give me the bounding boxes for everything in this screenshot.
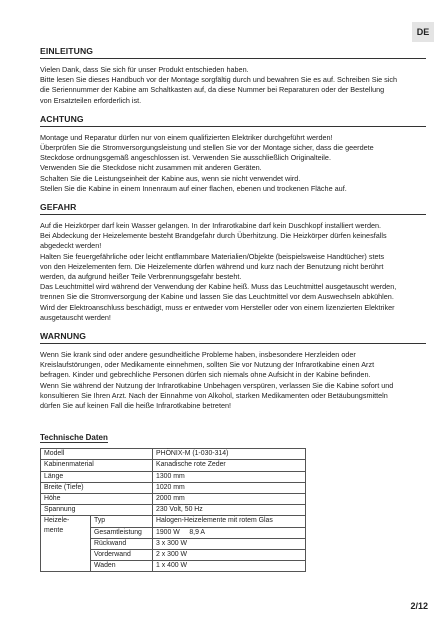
spec-sublabel: Vorderwand — [91, 549, 153, 560]
body-line: Stellen Sie die Kabine in einem Innenraum auf einer flachen, ebenen und trockenen Fläche auf. — [40, 183, 347, 193]
spec-label: Modell — [41, 449, 153, 460]
body-line: Überprüfen Sie die Stromversorgungsleistung und stellen Sie vor der Montage sicher, dass die geerdete — [40, 143, 374, 153]
table-row — [41, 460, 306, 471]
body-line: dürfen Sie auf keinen Fall die heiße Infrarotkabine betreten! — [40, 401, 232, 411]
section-heading: EINLEITUNG — [40, 46, 94, 56]
spec-label: Höhe — [41, 494, 153, 505]
body-line: Wird der Elektroanschluss beschädigt, muss er entweder vom Hersteller oder von einem lizenzierten Elektriker — [40, 302, 395, 312]
body-line: Schalten Sie die Leistungseinheit der Kabine aus, wenn sie nicht verwendet wird. — [40, 173, 301, 183]
body-line: Auf die Heizkörper darf kein Wasser gelangen. In der Infrarotkabine darf kein Duschkopf installiert werden. — [40, 221, 382, 231]
body-line: konsultieren Sie Ihren Arzt. Nach der Einnahme von Alkohol, starken Medikamenten oder Betäubungsmitteln — [40, 390, 388, 400]
section-heading: WARNUNG — [40, 331, 87, 342]
spec-sublabel: Gesamtleistung — [91, 527, 153, 538]
tech-table — [40, 448, 306, 572]
spec-value: 1 x 400 W — [153, 561, 306, 572]
section-heading: ACHTUNG — [40, 113, 84, 124]
spec-value: 1900 W 8,9 A — [153, 527, 306, 538]
body-line: Das Leuchtmittel wird während der Verwendung der Kabine heiß. Muss das Leuchtmittel ausgetauscht werden, — [40, 282, 397, 292]
spec-value: 230 Volt, 50 Hz — [153, 505, 306, 516]
table-row — [41, 482, 306, 493]
body-line: Montage und Reparatur dürfen nur von einem qualifizierten Elektriker durchgeführt werden! — [40, 132, 333, 142]
table-row — [41, 505, 306, 516]
section-rule — [40, 214, 426, 215]
spec-label: Kabinenmaterial — [41, 460, 153, 471]
spec-sublabel: Typ — [91, 516, 153, 527]
section-body — [40, 350, 426, 411]
spec-value: Kanadische rote Zeder — [153, 460, 306, 471]
section-body — [40, 133, 426, 194]
section-body — [40, 65, 426, 106]
table-row — [41, 494, 306, 505]
spec-label: Länge — [41, 471, 153, 482]
spec-value: Halogen-Heizelemente mit rotem Glas — [153, 516, 306, 527]
table-row — [41, 516, 306, 527]
body-line: Halten Sie feuergefährliche oder leicht entflammbare Materialien/Objekte (beispielsweise Handtücher) stets — [40, 251, 385, 261]
section-rule — [40, 343, 426, 344]
table-row — [41, 449, 306, 460]
body-line: Steckdose ordnungsgemäß angeschlossen ist. Verwenden Sie ausschließlich Originalteile. — [40, 153, 331, 163]
page-content — [40, 46, 426, 572]
spec-sublabel: Waden — [91, 561, 153, 572]
body-line: Wenn Sie während der Nutzung der Infrarotkabine Unbehagen verspüren, verlassen Sie die Kabine sofort und — [40, 380, 394, 390]
spec-value: 2000 mm — [153, 494, 306, 505]
body-line: trennen Sie die Stromversorgung der Kabine und lassen Sie das Leuchtmittel vor dem Auswechseln abkühlen. — [40, 292, 394, 302]
spec-value: 1020 mm — [153, 482, 306, 493]
body-line: Bei Abdeckung der Heizelemente besteht Brandgefahr durch Überhitzung. Die Heizkörper dürfen keinesfalls — [40, 231, 387, 241]
language-badge — [412, 22, 434, 42]
body-line: Kreislaufstörungen, oder Medikamente einnehmen, sollten Sie vor Nutzung der Infrarotkabine einen Arzt — [40, 360, 375, 370]
body-line: befragen. Kinder und gebrechliche Personen dürfen sich niemals ohne Aufsicht in der Kabine befinden. — [40, 370, 371, 380]
table-row — [41, 471, 306, 482]
body-line: werden, da aufgrund heißer Teile Verbrennungsgefahr besteht. — [40, 272, 242, 282]
tech-section — [40, 427, 426, 572]
body-line: Verwenden Sie die Steckdose nicht zusammen mit anderen Geräten. — [40, 163, 262, 173]
body-line: Bitte lesen Sie dieses Handbuch vor der Montage sorgfältig durch und bewahren Sie es auf. Schreiben Sie sich — [40, 75, 398, 85]
body-line: Wenn Sie krank sind oder andere gesundheitliche Probleme haben, insbesondere Herzleiden oder — [40, 350, 356, 360]
body-line: von den Heizelementen fern. Die Heizelemente dürfen während und kurz nach der Benutzung nicht berührt — [40, 261, 384, 271]
language-code: DE — [416, 27, 430, 37]
section-heading: GEFAHR — [40, 202, 77, 213]
spec-value: PHÖNIX-M (1-030-314) — [153, 449, 306, 460]
spec-value: 2 x 300 W — [153, 549, 306, 560]
spec-value: 1300 mm — [153, 471, 306, 482]
body-line: ausgetauscht werden! — [40, 312, 111, 322]
section-body — [40, 221, 426, 323]
tech-title: Technische Daten — [40, 433, 108, 443]
spec-label: Spannung — [41, 505, 153, 516]
sections-container — [40, 46, 426, 419]
spec-sublabel: Rückwand — [91, 538, 153, 549]
body-line: Vielen Dank, dass Sie sich für unser Produkt entschieden haben. — [40, 65, 249, 74]
section-rule — [40, 126, 426, 127]
section-rule — [40, 58, 426, 59]
body-line: von Ersatzteilen erforderlich ist. — [40, 95, 142, 105]
page-number: 2/12 — [410, 601, 428, 611]
body-line: die Seriennummer der Kabine am Schaltkasten auf, da diese Nummer bei Reparaturen oder der Bestellung — [40, 85, 385, 95]
spec-value: 3 x 300 W — [153, 538, 306, 549]
spec-label: Breite (Tiefe) — [41, 482, 153, 493]
heizelemente-label: Heizele- mente — [41, 516, 91, 572]
body-line: abgedeckt werden! — [40, 241, 102, 251]
